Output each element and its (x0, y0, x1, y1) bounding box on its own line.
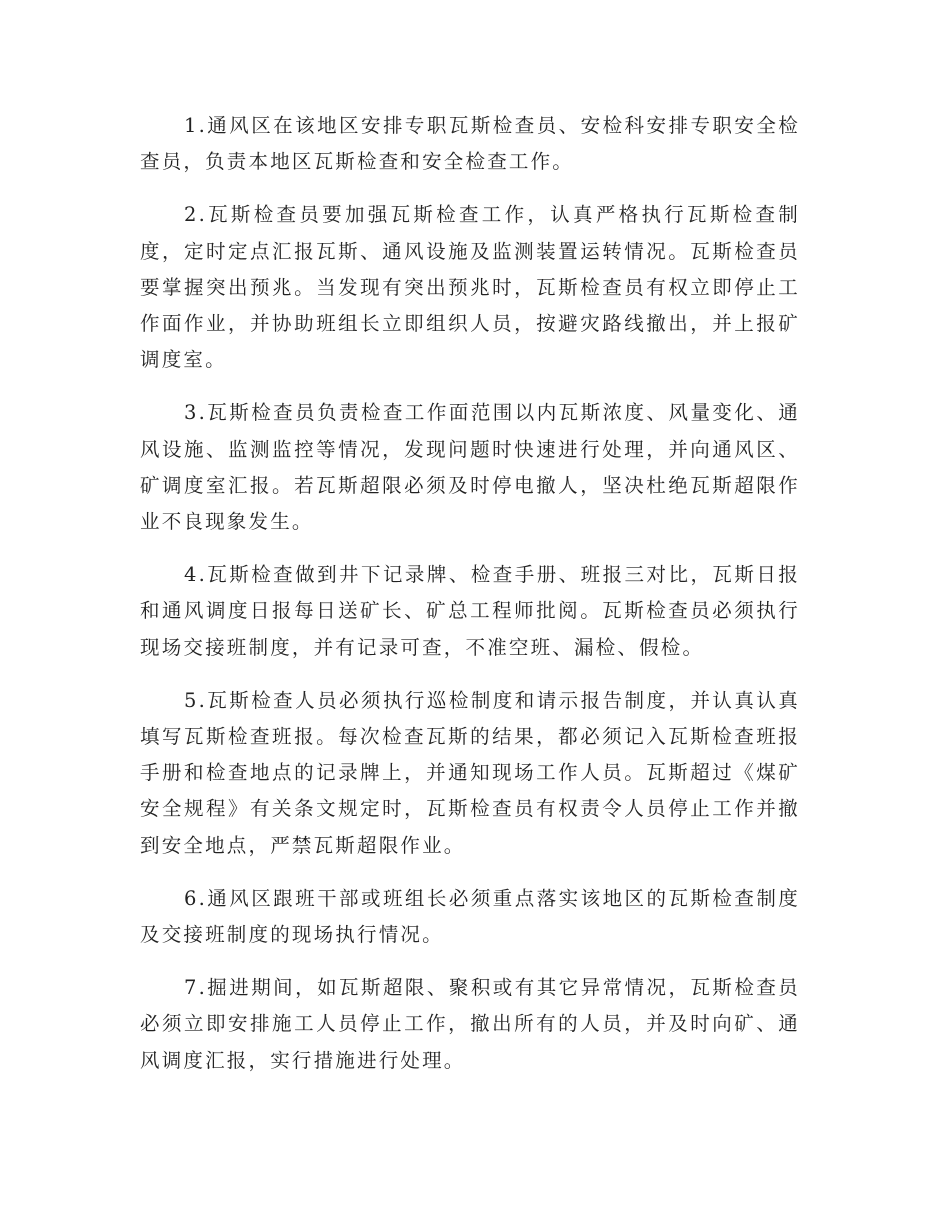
paragraph-7: 7.掘进期间，如瓦斯超限、聚积或有其它异常情况，瓦斯检查员必须立即安排施工人员停止工作，撤出所有的人员，并及时向矿、通风调度汇报，实行措施进行处理。 (140, 976, 800, 1072)
paragraph-4: 4.瓦斯检查做到井下记录牌、检查手册、班报三对比，瓦斯日报和通风调度日报每日送矿长、矿总工程师批阅。瓦斯检查员必须执行现场交接班制度，并有记录可查，不准空班、漏检、假检。 (140, 563, 800, 659)
paragraph-6: 6.通风区跟班干部或班组长必须重点落实该地区的瓦斯检查制度及交接班制度的现场执行情况。 (140, 886, 800, 947)
paragraph-1: 1.通风区在该地区安排专职瓦斯检查员、安检科安排专职安全检查员，负责本地区瓦斯检查和安全检查工作。 (140, 114, 800, 174)
paragraph-3: 3.瓦斯检查员负责检查工作面范围以内瓦斯浓度、风量变化、通风设施、监测监控等情况，发现问题时快速进行处理，并向通风区、矿调度室汇报。若瓦斯超限必须及时停电撤人，坚决杜绝瓦斯超限作业不良现象发生。 (140, 401, 800, 534)
paragraph-2: 2.瓦斯检查员要加强瓦斯检查工作，认真严格执行瓦斯检查制度，定时定点汇报瓦斯、通风设施及监测装置运转情况。瓦斯检查员要掌握突出预兆。当发现有突出预兆时，瓦斯检查员有权立即停止工作面作业，并协助班组长立即组织人员，按避灾路线撤出，并上报矿调度室。 (140, 203, 800, 372)
paragraph-5: 5.瓦斯检查人员必须执行巡检制度和请示报告制度，并认真认真填写瓦斯检查班报。每次检查瓦斯的结果，都必须记入瓦斯检查班报手册和检查地点的记录牌上，并通知现场工作人员。瓦斯超过《煤矿安全规程》有关条文规定时，瓦斯检查员有权责令人员停止工作并撤到安全地点，严禁瓦斯超限作业。 (140, 688, 800, 857)
document-body (140, 108, 800, 1096)
